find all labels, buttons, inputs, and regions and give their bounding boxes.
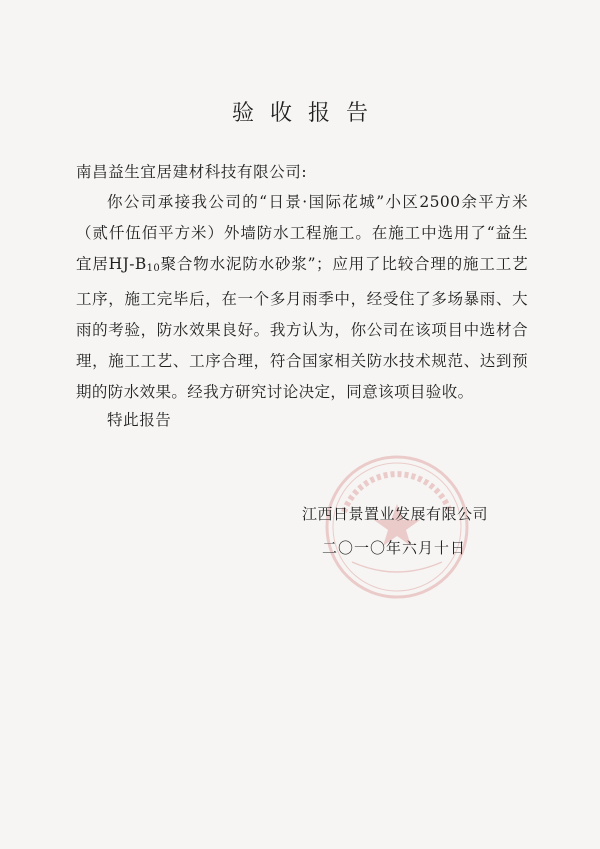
signer-company: 江西日景置业发展有限公司 — [302, 505, 489, 523]
body-paragraph — [76, 187, 528, 408]
closing-remark: 特此报告 — [107, 411, 172, 429]
body-text-part2: 聚合物水泥防水砂浆”；应用了比较合理的施工工艺工序，施工完毕后，在一个多月雨季中，经受住了多场暴雨、大雨的考验，防水效果良好。我方认为，你公司在该项目中选材合理，施工工艺、工序合理，符合国家相关防水技术规范、达到预期的防水效果。经我方研究讨论决定，同意该项目验收。 — [76, 255, 528, 401]
company-seal-icon — [322, 452, 472, 602]
body-text-part1: 你公司承接我公司的“日景·国际花城”小区2500余平方米（贰仟伍佰平方米）外墙防水工程施工。在施工中选用了“益生宜居HJ-B — [76, 193, 528, 273]
addressee: 南昌益生宜居建材科技有限公司: — [76, 163, 308, 181]
document-date: 二〇一〇年六月十日 — [322, 539, 467, 557]
body-subscript: 10 — [146, 263, 161, 274]
page-title: 验收报告 — [231, 101, 384, 126]
